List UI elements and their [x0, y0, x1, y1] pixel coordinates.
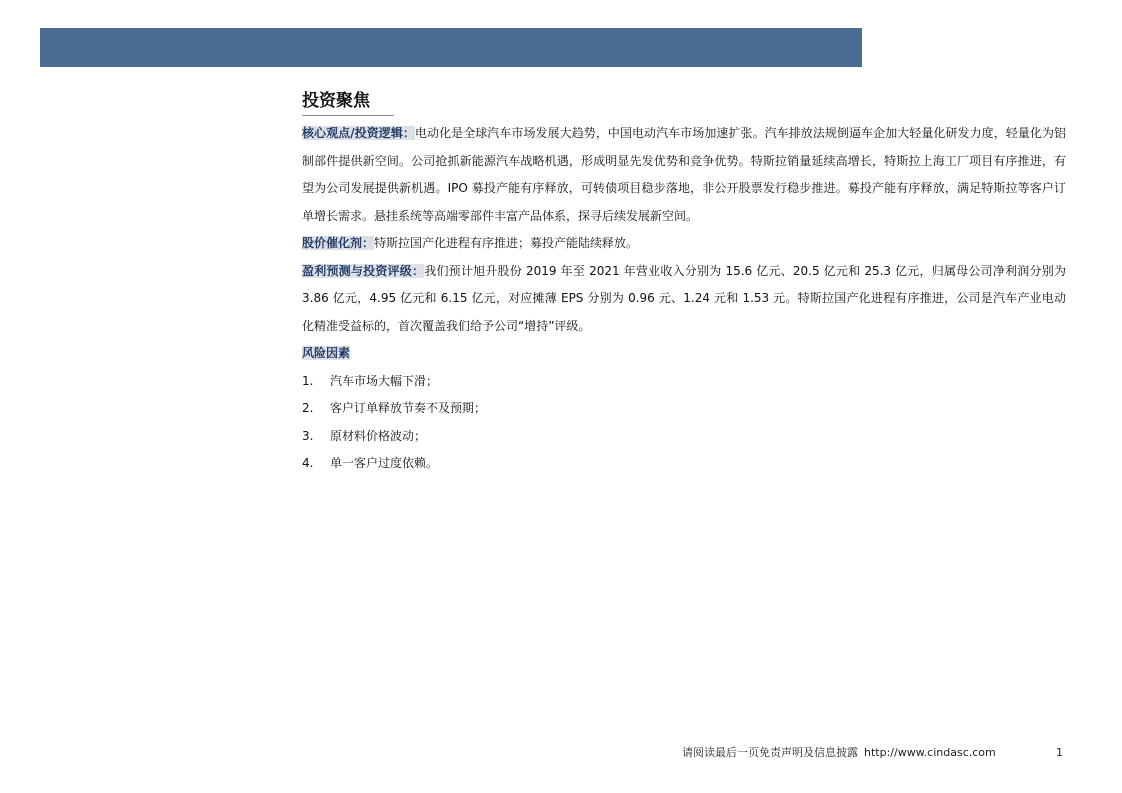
risk-heading: 风险因素: [302, 346, 351, 360]
core-view-text: 电动化是全球汽车市场发展大趋势，中国电动汽车市场加速扩张。汽车排放法规倒逼车企加大轻量化研发力度，轻量化为铝制部件提供新空间。公司抢抓新能源汽车战略机遇，形成明显先发优势和竞争优势。特斯拉销量延续高增长，特斯拉上海工厂项目有序推进，有望为公司发展提供新机遇。IPO 募投产能有序释放，可转债项目稳步落地，非公开股票发行稳步推进。募投产能有序释放，满足特斯拉等客户订单增长需求。悬挂系统等高端零部件丰富产品体系，探寻后续发展新空间。: [302, 126, 1066, 223]
core-view-label: 核心观点/投资逻辑：: [302, 126, 415, 140]
catalyst-label: 股价催化剂：: [302, 236, 375, 250]
risk-item-text: 单一客户过度依赖。: [330, 456, 439, 470]
risk-item: [302, 368, 1066, 396]
risk-item-text: 汽车市场大幅下滑；: [330, 373, 439, 388]
page-number: 1: [1056, 746, 1063, 759]
forecast-paragraph: [302, 258, 1066, 341]
forecast-text: 我们预计旭升股份 2019 年至 2021 年营业收入分别为 15.6 亿元、20.5 亿元和 25.3 亿元，归属母公司净利润分别为 3.86 亿元，4.95 亿元和 6.15 亿元，对应摊薄 EPS 分别为 0.96 元、1.24 元和 1.53 元。特斯拉国产化进程有序推进，公司是汽车产业电动化精准受益标的，首次覆盖我们给予公司“增持”评级。: [302, 263, 1066, 333]
risk-item-number: 4.: [302, 456, 314, 470]
footer-disclaimer: 请阅读最后一页免责声明及信息披露: [682, 746, 858, 759]
header-bar: [40, 28, 862, 67]
section-title: 投资聚焦: [302, 88, 394, 116]
risk-item: [302, 450, 1066, 478]
footer: [682, 743, 996, 763]
core-view-paragraph: [302, 120, 1066, 230]
footer-url-link[interactable]: http://www.cindasc.com: [864, 746, 996, 759]
forecast-label: 盈利预测与投资评级：: [302, 263, 425, 278]
risk-item-number: 2.: [302, 401, 314, 415]
catalyst-paragraph: [302, 230, 1066, 258]
risk-item-text: 客户订单释放节奏不及预期；: [330, 401, 487, 415]
risk-item-number: 3.: [302, 428, 314, 443]
catalyst-text: 特斯拉国产化进程有序推进；募投产能陆续释放。: [374, 236, 639, 250]
risk-item-number: 1.: [302, 373, 314, 388]
risk-heading-paragraph: [302, 340, 1066, 368]
risk-list: [302, 368, 1066, 478]
risk-item: [302, 423, 1066, 451]
risk-item: [302, 395, 1066, 423]
risk-item-text: 原材料价格波动；: [330, 428, 427, 443]
report-content: [302, 120, 1066, 478]
